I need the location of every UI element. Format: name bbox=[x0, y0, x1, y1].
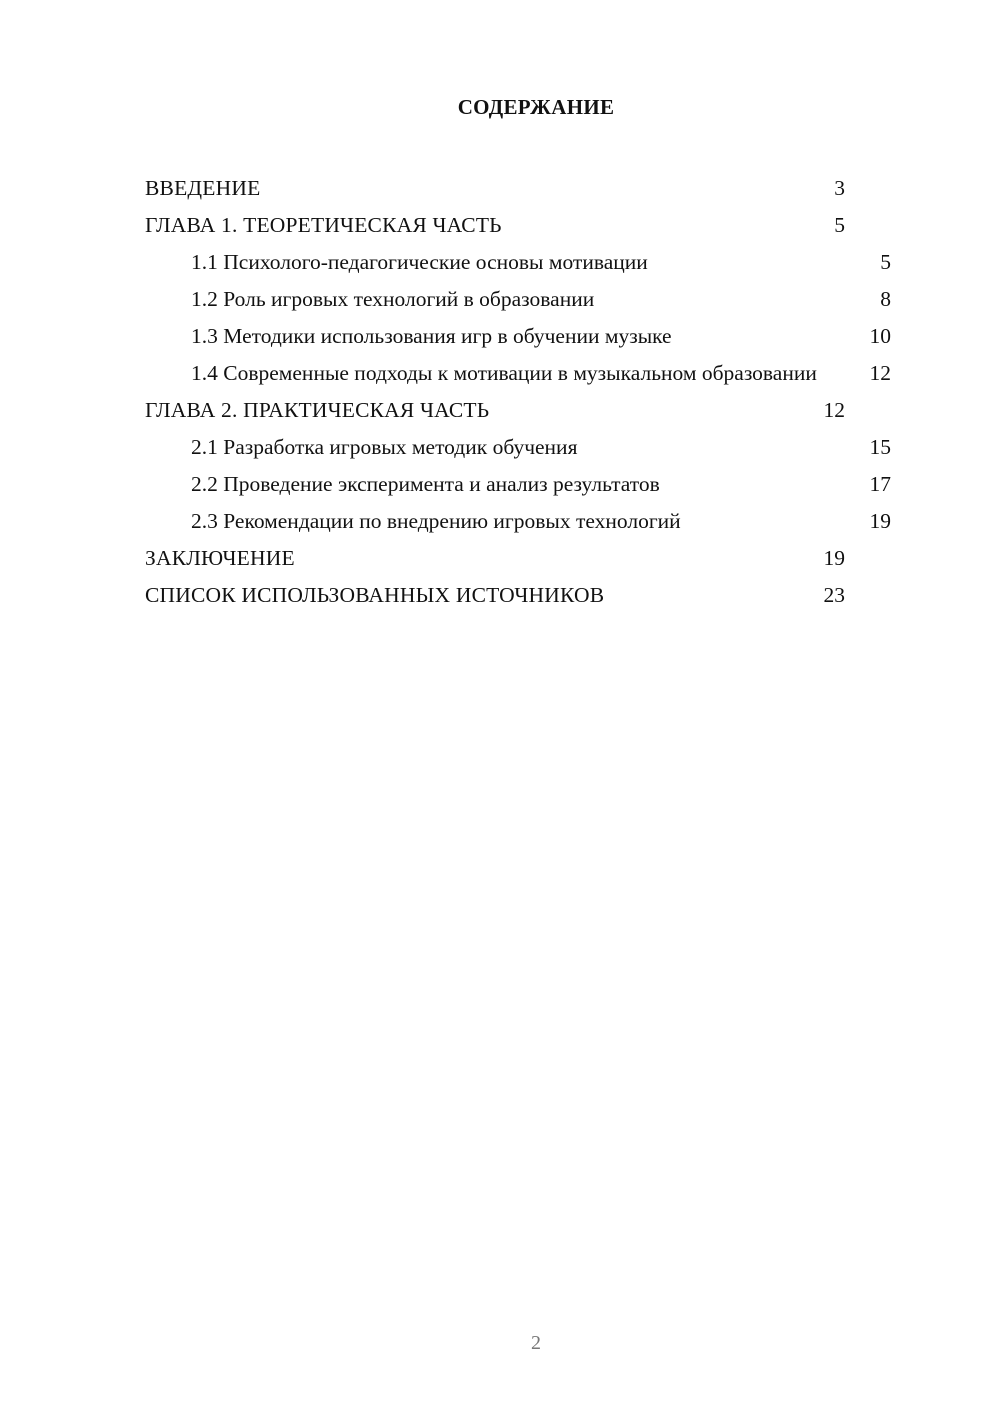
toc-entry-page: 3 bbox=[834, 176, 845, 200]
toc-entry-page: 19 bbox=[823, 546, 845, 570]
toc-entry-label: 1.3 Методики использования игр в обучении музыке bbox=[191, 324, 672, 348]
toc-entry-label: 1.2 Роль игровых технологий в образовании bbox=[191, 287, 595, 311]
toc-entry-label: СПИСОК ИСПОЛЬЗОВАННЫХ ИСТОЧНИКОВ bbox=[145, 583, 605, 607]
toc-entry-label: 2.1 Разработка игровых методик обучения bbox=[191, 435, 578, 459]
toc-entry-label: ГЛАВА 1. ТЕОРЕТИЧЕСКАЯ ЧАСТЬ bbox=[145, 213, 502, 237]
toc-entry-page: 5 bbox=[880, 250, 891, 274]
toc-entry-label: ЗАКЛЮЧЕНИЕ bbox=[145, 546, 295, 570]
toc-entry-section-1-3 bbox=[145, 318, 920, 355]
table-of-contents bbox=[145, 170, 920, 614]
toc-entry-chapter-1 bbox=[145, 207, 920, 244]
toc-entry-section-1-4 bbox=[145, 355, 920, 392]
toc-entry-references bbox=[145, 577, 920, 614]
toc-entry-label: ВВЕДЕНИЕ bbox=[145, 176, 261, 200]
toc-entry-chapter-2 bbox=[145, 392, 920, 429]
toc-entry-label: 2.2 Проведение эксперимента и анализ результатов bbox=[191, 472, 660, 496]
page-number: 2 bbox=[531, 1332, 541, 1354]
toc-entry-label: 1.1 Психолого-педагогические основы мотивации bbox=[191, 250, 648, 274]
toc-entry-page: 23 bbox=[823, 583, 845, 607]
toc-entry-section-1-2 bbox=[145, 281, 920, 318]
toc-entry-page: 12 bbox=[823, 398, 845, 422]
toc-entry-label: 2.3 Рекомендации по внедрению игровых технологий bbox=[191, 509, 681, 533]
toc-entry-page: 5 bbox=[834, 213, 845, 237]
toc-entry-page: 8 bbox=[880, 287, 891, 311]
toc-entry-page: 15 bbox=[869, 435, 891, 459]
toc-entry-introduction bbox=[145, 170, 920, 207]
toc-entry-page: 12 bbox=[869, 361, 891, 385]
toc-entry-section-2-2 bbox=[145, 466, 920, 503]
toc-entry-page: 19 bbox=[869, 509, 891, 533]
toc-entry-conclusion bbox=[145, 540, 920, 577]
toc-entry-section-1-1 bbox=[145, 244, 920, 281]
toc-entry-page: 17 bbox=[869, 472, 891, 496]
toc-entry-label: ГЛАВА 2. ПРАКТИЧЕСКАЯ ЧАСТЬ bbox=[145, 398, 490, 422]
toc-entry-label: 1.4 Современные подходы к мотивации в музыкальном образовании bbox=[191, 361, 817, 385]
toc-entry-section-2-3 bbox=[145, 503, 920, 540]
toc-entry-section-2-1 bbox=[145, 429, 920, 466]
toc-entry-page: 10 bbox=[869, 324, 891, 348]
page-title: СОДЕРЖАНИЕ bbox=[457, 95, 615, 119]
